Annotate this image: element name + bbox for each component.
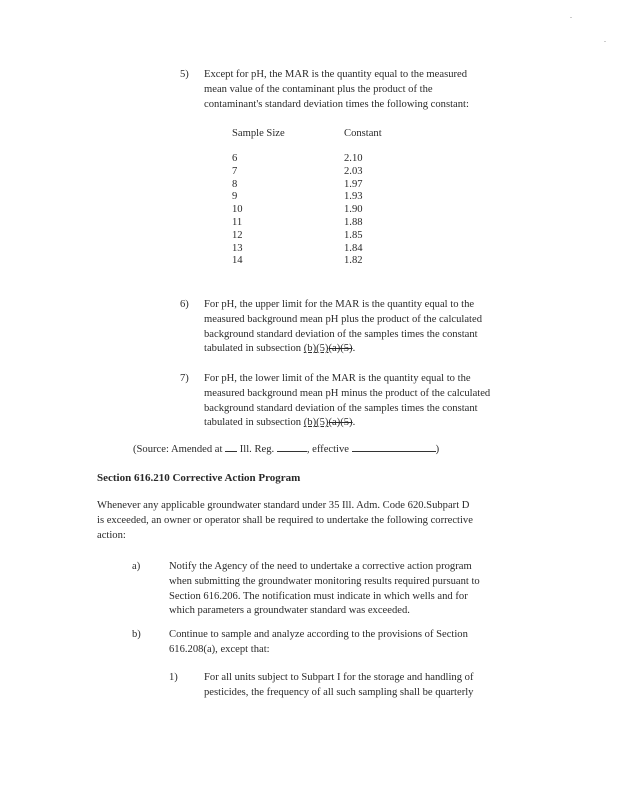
blank-page [277, 441, 307, 452]
item-6-suffix: . [352, 343, 356, 355]
cell-constant: 2.03 [344, 165, 363, 177]
source-note [133, 441, 439, 458]
table-row [232, 191, 382, 204]
table-row [232, 230, 382, 243]
cell-constant: 1.93 [344, 191, 363, 203]
item-6-line: background standard deviation of the samples times the constant [204, 328, 478, 340]
item-b-line: 616.208(a), except that: [169, 643, 270, 655]
item-7-prefix: tabulated in subsection [204, 417, 304, 429]
inserted-text: (b)(5) [303, 343, 329, 355]
item-a-line: which parameters a groundwater standard was exceeded. [169, 605, 410, 617]
scan-speck [570, 17, 572, 18]
cell-constant: 1.85 [344, 229, 363, 241]
struck-text: (a)(5) [328, 417, 353, 429]
item-b1-label: 1) [169, 672, 178, 683]
table-row [232, 153, 382, 166]
cell-sample-size: 12 [232, 229, 243, 241]
table-header-row [232, 126, 382, 142]
cell-constant: 1.82 [344, 255, 363, 267]
item-5-text [204, 68, 469, 112]
item-b1-line: pesticides, the frequency of all such sampling shall be quarterly [204, 686, 474, 698]
item-7-number: 7) [180, 373, 189, 384]
item-5-line: mean value of the contaminant plus the product of the [204, 83, 433, 95]
item-6-last-line [204, 342, 482, 357]
item-5-line: Except for pH, the MAR is the quantity equal to the measured [204, 69, 468, 80]
cell-sample-size: 6 [232, 153, 238, 164]
constant-table [232, 126, 382, 268]
intro-line: action: [97, 529, 126, 541]
item-a-text [169, 560, 480, 619]
intro-line: Whenever any applicable groundwater standard under 35 Ill. Adm. Code 620.Subpart D [97, 500, 470, 511]
item-7-line: background standard deviation of the samples times the constant [204, 402, 478, 414]
item-6-line: For pH, the upper limit for the MAR is the quantity equal to the [204, 299, 475, 310]
table-row [232, 243, 382, 256]
inserted-text: (b)(5) [303, 417, 329, 429]
source-open: (Source: Amended at [133, 444, 223, 455]
table-row [232, 204, 382, 217]
item-b1-line: For all units subject to Subpart I for the storage and handling of [204, 672, 474, 683]
item-5-line: contaminant's standard deviation times the following constant: [204, 98, 469, 110]
cell-constant: 1.97 [344, 178, 363, 190]
section-heading: Section 616.210 Corrective Action Program [97, 472, 301, 484]
cell-constant: 1.90 [344, 204, 363, 216]
section-intro [97, 499, 473, 543]
item-a-line: Section 616.206. The notification must indicate in which wells and for [169, 590, 468, 602]
item-b-label: b) [132, 629, 141, 640]
cell-sample-size: 14 [232, 255, 243, 267]
cell-sample-size: 11 [232, 216, 243, 228]
item-7-suffix: . [352, 417, 356, 429]
struck-text: (a)(5) [328, 343, 353, 355]
cell-sample-size: 10 [232, 204, 243, 216]
item-6-line: measured background mean pH plus the product of the calculated [204, 313, 482, 325]
item-a-label: a) [132, 561, 141, 572]
table-row [232, 166, 382, 179]
item-7-text [204, 372, 490, 431]
intro-line: is exceeded, an owner or operator shall be required to undertake the following corrective [97, 514, 473, 526]
cell-constant: 2.10 [344, 153, 363, 164]
item-7-last-line [204, 416, 490, 431]
scan-speck [604, 41, 606, 42]
item-a-line: when submitting the groundwater monitoring results required pursuant to [169, 575, 480, 587]
item-7-line: For pH, the lower limit of the MAR is the quantity equal to the [204, 373, 471, 384]
cell-sample-size: 7 [232, 165, 238, 177]
source-reg: Ill. Reg. [239, 444, 275, 455]
item-6-prefix: tabulated in subsection [204, 343, 304, 355]
blank-volume [225, 441, 237, 452]
item-a-line: Notify the Agency of the need to undertake a corrective action program [169, 561, 472, 572]
table-row [232, 255, 382, 268]
item-6-number: 6) [180, 299, 189, 310]
cell-sample-size: 13 [232, 242, 243, 254]
item-b-line: Continue to sample and analyze according to the provisions of Section [169, 629, 468, 640]
item-5-number: 5) [180, 69, 189, 80]
cell-sample-size: 8 [232, 178, 238, 190]
cell-constant: 1.88 [344, 216, 363, 228]
source-close: ) [435, 444, 440, 455]
item-6-text [204, 298, 482, 357]
item-7-line: measured background mean pH minus the product of the calculated [204, 387, 491, 399]
cell-sample-size: 9 [232, 191, 238, 203]
header-sample-size: Sample Size [232, 128, 285, 139]
table-row [232, 179, 382, 192]
cell-constant: 1.84 [344, 242, 363, 254]
header-constant: Constant [344, 128, 382, 139]
source-effective: , effective [306, 444, 349, 455]
item-b-text [169, 628, 468, 658]
item-b1-text [204, 671, 474, 701]
blank-date [352, 441, 436, 452]
table-row [232, 217, 382, 230]
